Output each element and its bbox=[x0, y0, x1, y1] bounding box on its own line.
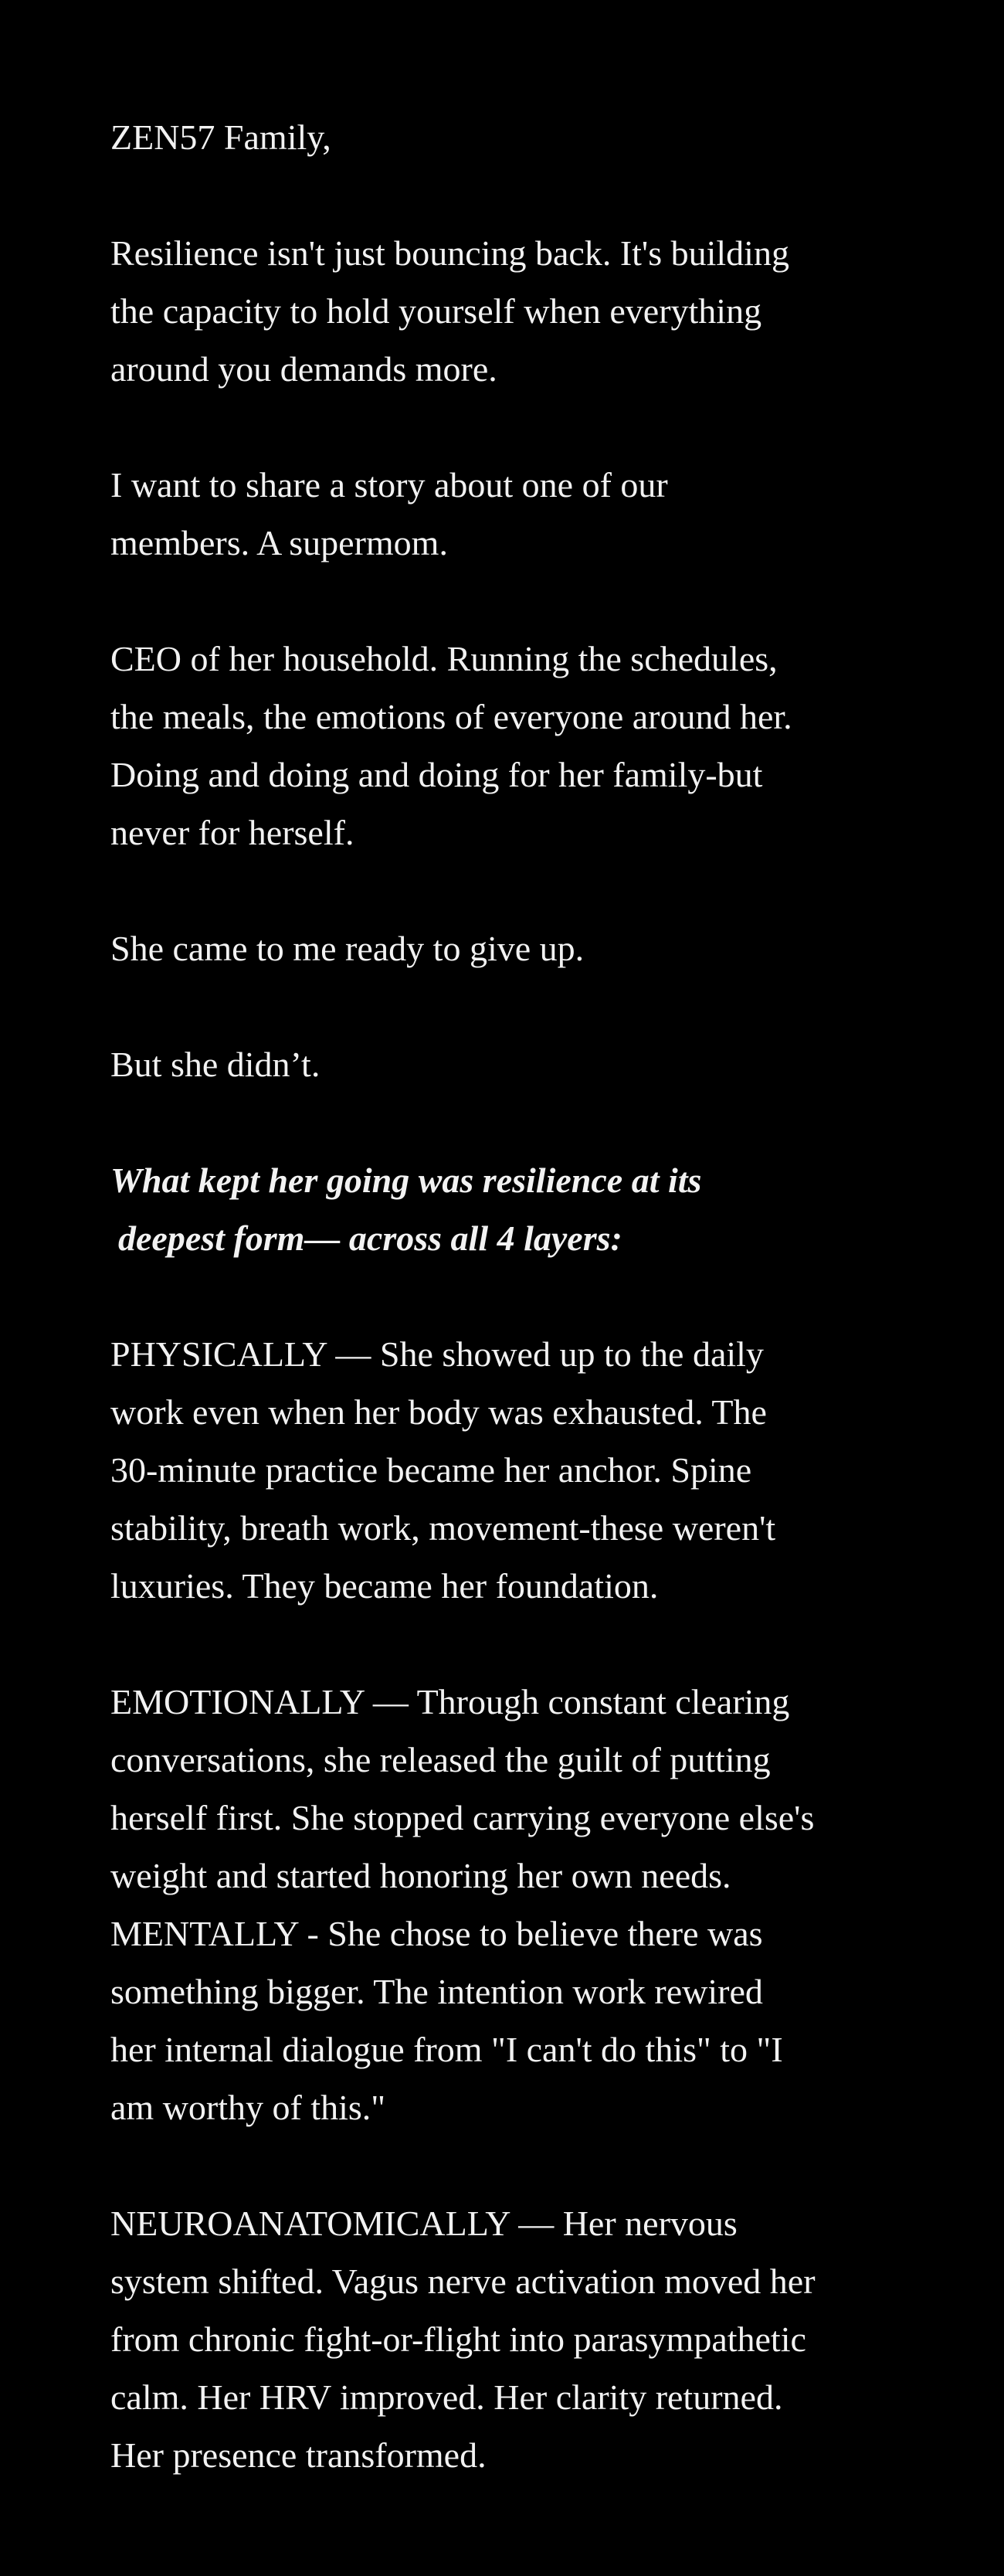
paragraph-line: something bigger. The intention work rewired bbox=[110, 1972, 763, 2011]
paragraph-line: from chronic fight-or-flight into parasympathetic bbox=[110, 2319, 806, 2359]
paragraph-line: never for herself. bbox=[110, 813, 354, 852]
paragraph-line: NEUROANATOMICALLY — Her nervous bbox=[110, 2204, 738, 2243]
greeting bbox=[110, 108, 914, 166]
paragraph-line: MENTALLY - She chose to believe there was bbox=[110, 1914, 763, 1953]
paragraph-line: system shifted. Vagus nerve activation moved her bbox=[110, 2262, 816, 2301]
emphasis-line: What kept her going was resilience at its bbox=[110, 1161, 702, 1200]
paragraph-line: members. A supermom. bbox=[110, 523, 448, 562]
paragraph-line: But she didn’t. bbox=[110, 1045, 321, 1084]
paragraph-line: 30-minute practice became her anchor. Spine bbox=[110, 1450, 752, 1490]
paragraph-line: stability, breath work, movement-these weren't bbox=[110, 1508, 776, 1548]
letter-content bbox=[110, 108, 914, 2484]
paragraph-line: work even when her body was exhausted. The bbox=[110, 1392, 767, 1432]
paragraph-emotionally bbox=[110, 1673, 914, 1905]
paragraph-line: I want to share a story about one of our bbox=[110, 465, 668, 505]
paragraph-line: the meals, the emotions of everyone around her. bbox=[110, 697, 792, 736]
emphasis-line: deepest form— across all 4 layers: bbox=[118, 1218, 622, 1258]
paragraph-line: conversations, she released the guilt of putting bbox=[110, 1740, 771, 1779]
paragraph-story-intro bbox=[110, 456, 914, 572]
paragraph-give-up bbox=[110, 919, 914, 977]
paragraph-resilience bbox=[110, 224, 914, 398]
paragraph-line: weight and started honoring her own needs. bbox=[110, 1856, 731, 1895]
emphasis-paragraph bbox=[110, 1151, 914, 1267]
paragraph-line: Doing and doing and doing for her family-but bbox=[110, 755, 763, 794]
greeting-line: ZEN57 Family, bbox=[110, 117, 331, 157]
paragraph-line: EMOTIONALLY — Through constant clearing bbox=[110, 1682, 790, 1721]
paragraph-line: her internal dialogue from "I can't do this" to "I bbox=[110, 2030, 783, 2069]
paragraph-neuroanatomically bbox=[110, 2194, 914, 2484]
paragraph-line: the capacity to hold yourself when everything bbox=[110, 291, 762, 331]
paragraph-line: calm. Her HRV improved. Her clarity returned. bbox=[110, 2377, 783, 2417]
paragraph-line: herself first. She stopped carrying everyone else's bbox=[110, 1798, 815, 1837]
paragraph-line: She came to me ready to give up. bbox=[110, 929, 585, 968]
paragraph-line: PHYSICALLY — She showed up to the daily bbox=[110, 1334, 764, 1374]
paragraph-line: am worthy of this." bbox=[110, 2088, 386, 2127]
paragraph-line: CEO of her household. Running the schedules, bbox=[110, 639, 778, 678]
paragraph-line: Her presence transformed. bbox=[110, 2435, 487, 2475]
paragraph-line: luxuries. They became her foundation. bbox=[110, 1566, 659, 1606]
paragraph-physically bbox=[110, 1325, 914, 1615]
paragraph-household bbox=[110, 630, 914, 861]
paragraph-line: Resilience isn't just bouncing back. It's building bbox=[110, 233, 789, 273]
paragraph-line: around you demands more. bbox=[110, 349, 497, 389]
paragraph-didnt bbox=[110, 1035, 914, 1093]
paragraph-mentally bbox=[110, 1905, 914, 2136]
